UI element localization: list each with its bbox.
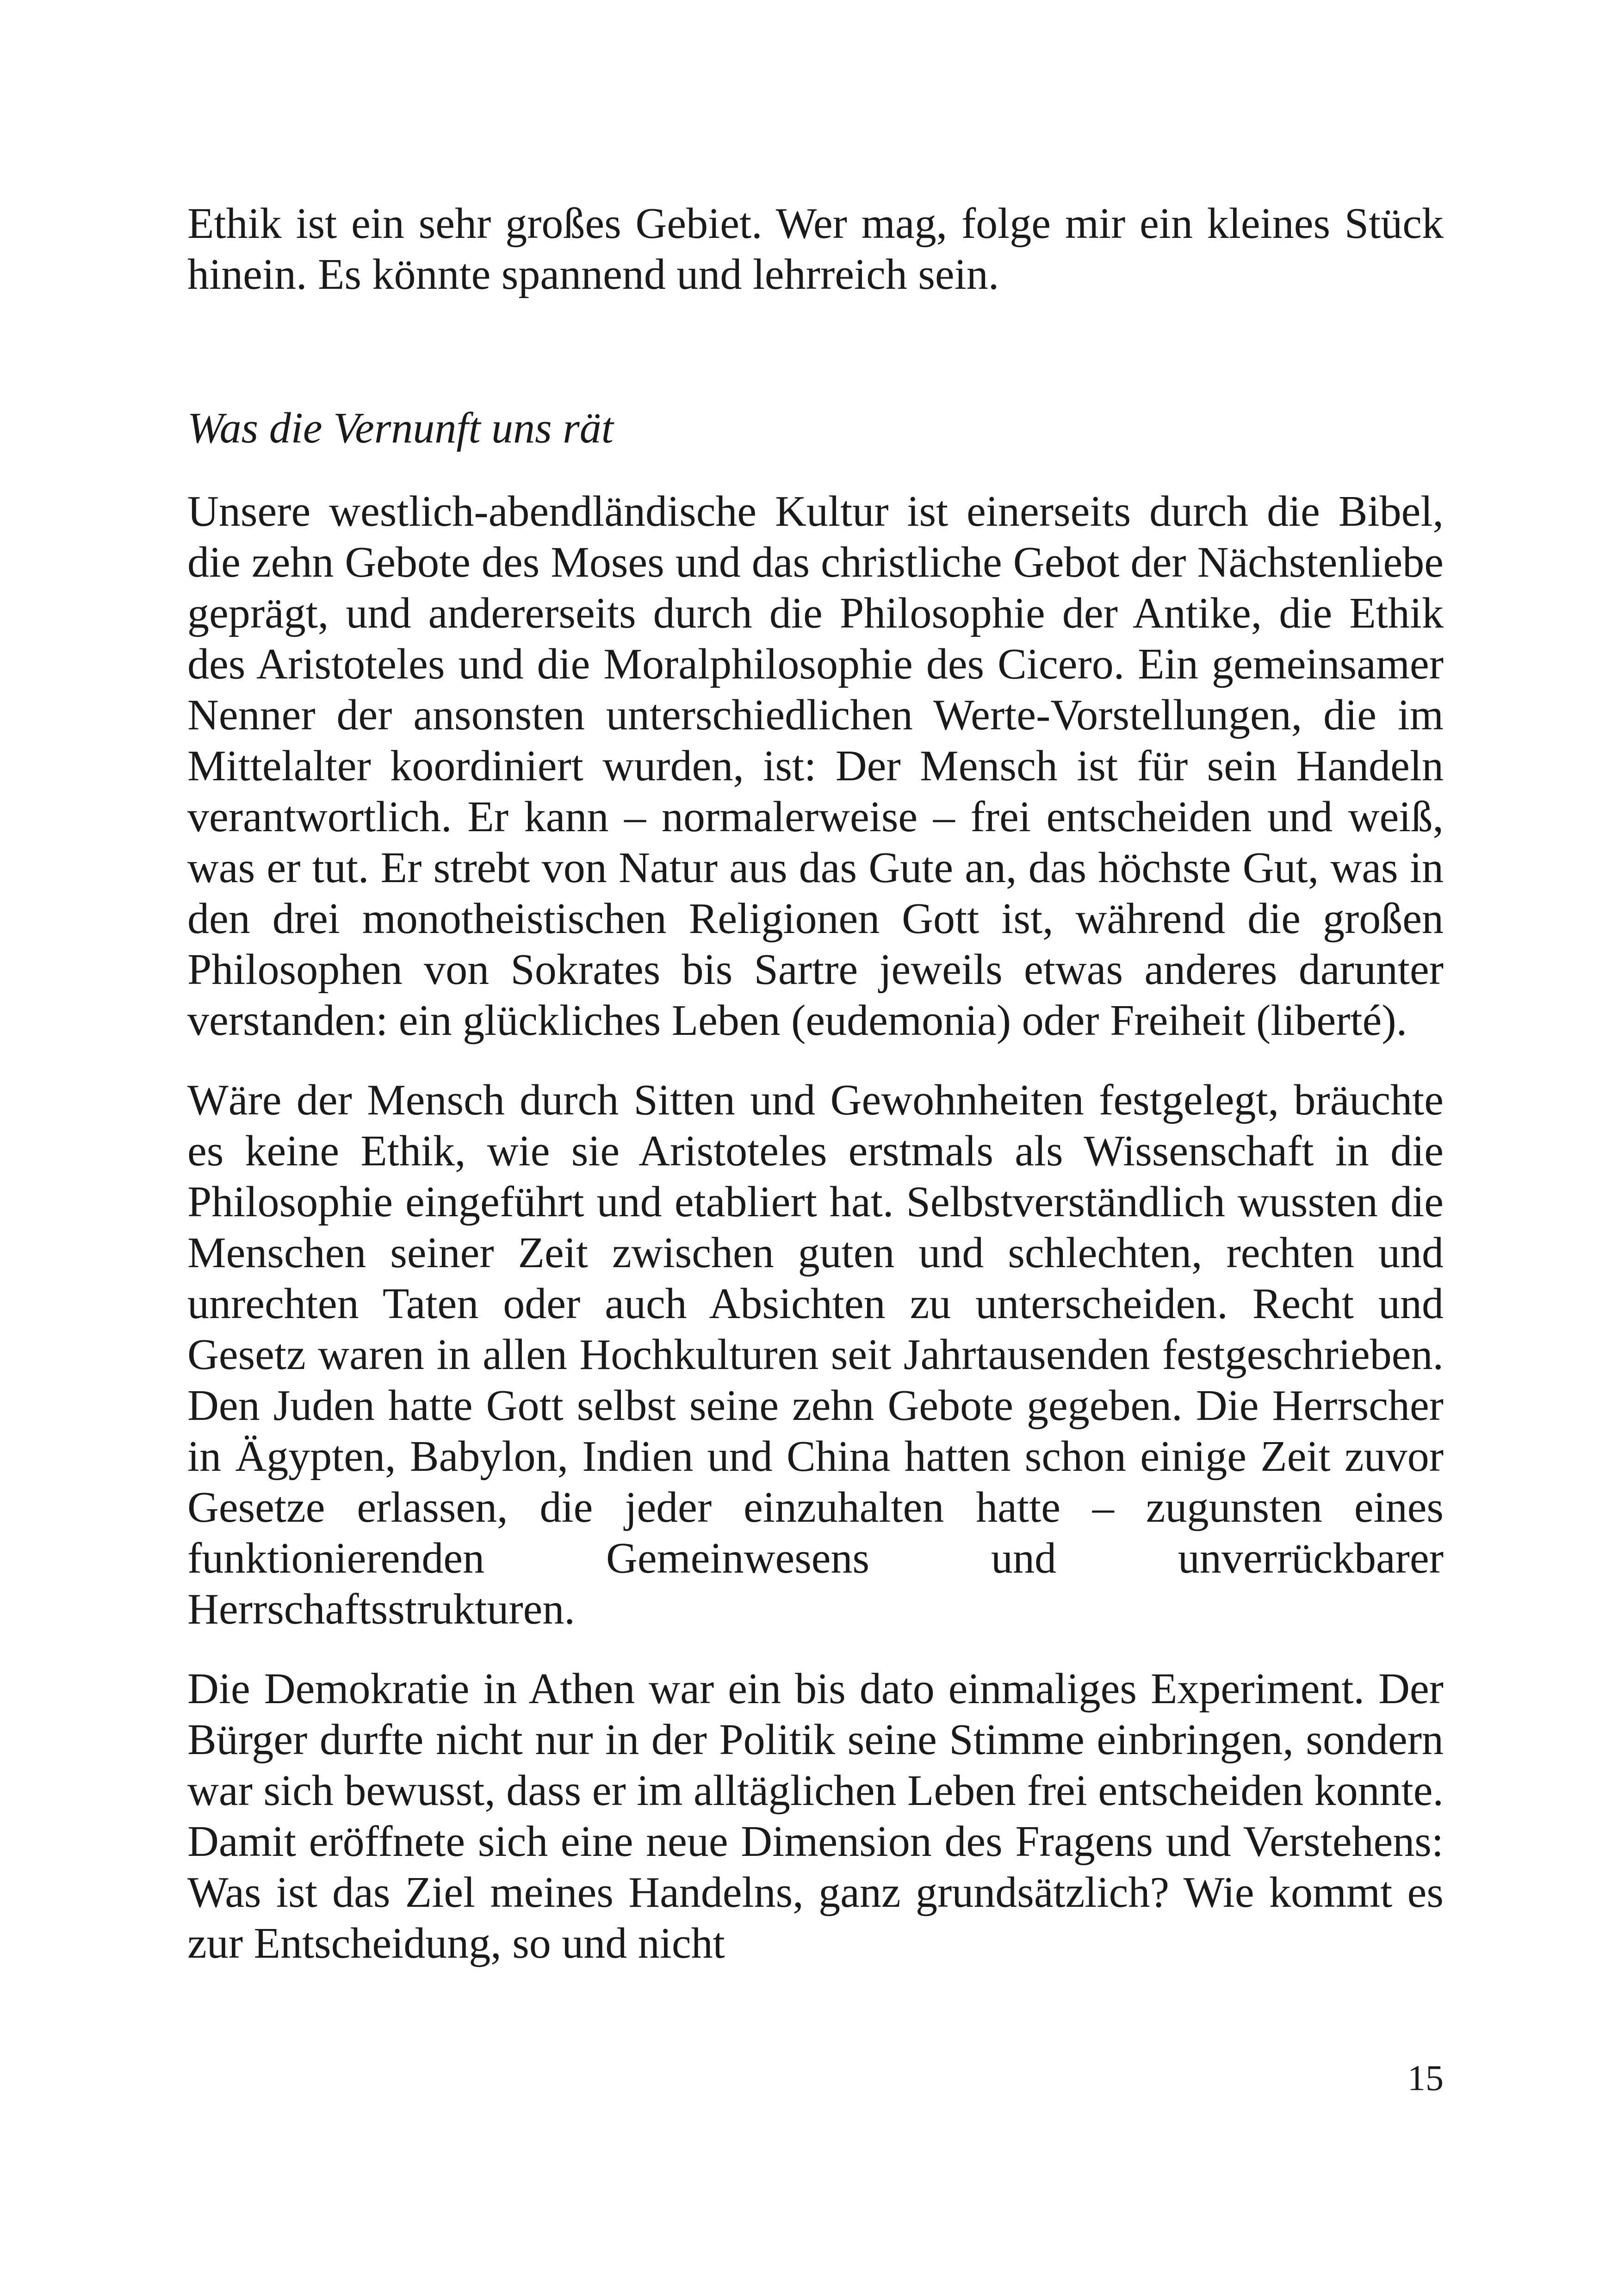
body-paragraph: Unsere westlich-abendländische Kultur ist einerseits durch die Bibel, die zehn Gebote des Moses und das christliche Gebot der Nächstenliebe geprägt, und andererseits durch die Philosophie der Antike, die Ethik des Aristoteles und die Moralphilosophie des Cicero. Ein gemeinsamer Nenner der ansonsten unterschiedlichen Werte-Vorstellungen, die im Mittelalter koordiniert wurden, ist: Der Mensch ist für sein Handeln verantwortlich. Er kann – normalerweise – frei entscheiden und weiß, was er tut. Er strebt von Natur aus das Gute an, das höchste Gut, was in den drei monotheistischen Religionen Gott ist, während die großen Philosophen von Sokrates bis Sartre jeweils etwas anderes darunter verstanden: ein glückliches Leben (eudemonia) oder Freiheit (liberté). bbox=[187, 487, 1444, 1045]
body-paragraph: Die Demokratie in Athen war ein bis dato einmaliges Experiment. Der Bürger durfte nicht nur in der Politik seine Stimme einbringen, sondern war sich bewusst, dass er im alltäglichen Leben frei entscheiden konnte. Damit eröffnete sich eine neue Dimension des Fragens und Verstehens: Was ist das Ziel meines Handelns, ganz grundsätzlich? Wie kommt es zur Entscheidung, so und nicht bbox=[187, 1665, 1444, 1967]
section-body bbox=[187, 486, 1444, 1997]
page-number: 15 bbox=[1407, 2058, 1444, 2098]
section-heading: Was die Vernunft uns rät bbox=[187, 404, 614, 452]
intro-paragraph: Ethik ist ein sehr großes Gebiet. Wer mag, folge mir ein kleines Stück hinein. Es könnte spannend und lehrreich sein. bbox=[187, 199, 1444, 299]
body-paragraph: Wäre der Mensch durch Sitten und Gewohnheiten festgelegt, bräuchte es keine Ethik, wie sie Aristoteles erstmals als Wissenschaft in die Philosophie eingeführt und etabliert hat. Selbstverständlich wussten die Menschen seiner Zeit zwischen guten und schlechten, rechten und unrechten Taten oder auch Absichten zu unterscheiden. Recht und Gesetz waren in allen Hochkulturen seit Jahrtausenden festgeschrieben. Den Juden hatte Gott selbst seine zehn Gebote gegeben. Die Herrscher in Ägypten, Babylon, Indien und China hatten schon einige Zeit zuvor Gesetze erlassen, die jeder einzuhalten hatte – zugunsten eines funktionierenden Gemeinwesens und unverrückbarer Herrschaftsstrukturen. bbox=[187, 1076, 1444, 1633]
